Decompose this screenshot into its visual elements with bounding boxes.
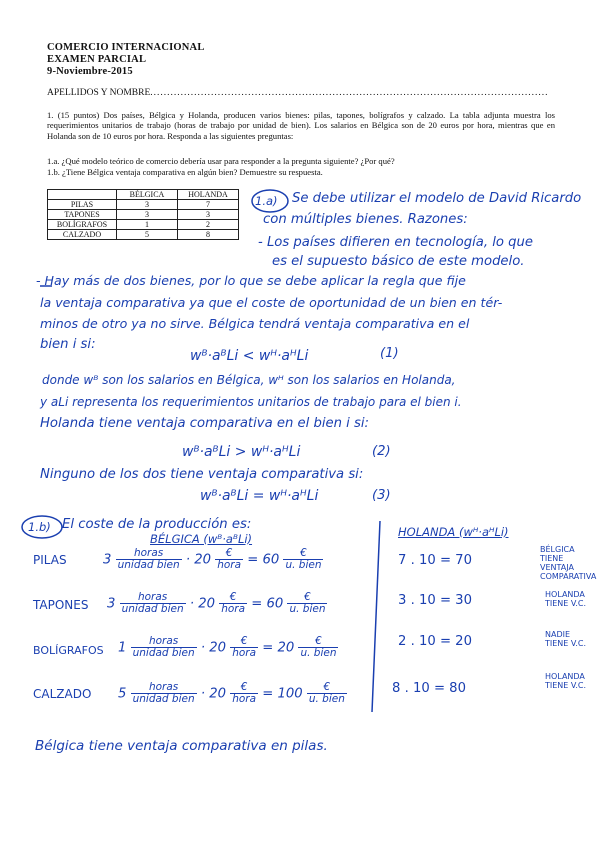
answer-a-line1: Se debe utilizar el modelo de David Ricardo <box>292 191 582 206</box>
wage-value: 20 <box>209 686 226 702</box>
result-value: 60 <box>266 596 284 612</box>
belgica-cost-calc: 1 $\frac{\text{horas}}{\text{unidad bien}}$ · 20 $\frac{€}{\text{hora}}$ = 20 $\frac{€}{\text{u. bien}}$ <box>118 635 337 659</box>
result-value: 60 <box>262 552 280 568</box>
unit-numerator: € <box>287 592 327 604</box>
unit-numerator: horas <box>131 636 197 648</box>
answer-a-line6: la ventaja comparativa ya que el coste de oportunidad de un bien en tér- <box>40 295 503 310</box>
unit-numerator: horas <box>116 548 182 560</box>
wage-unit <box>230 682 258 705</box>
good-label: BOLÍGRAFOS <box>33 644 104 657</box>
answer-a-line5: - Hay más de dos bienes, por lo que se debe aplicar la regla que fije <box>36 273 466 288</box>
table-header-cell: HOLANDA <box>178 190 239 200</box>
advantage-note: HOLANDA TIENE V.C. <box>545 590 586 608</box>
result-unit <box>283 548 323 571</box>
answer-a-line7: minos de otro ya no sirve. Bélgica tendrá ventaja comparativa en el <box>40 316 470 331</box>
hours-value: 5 <box>118 686 127 702</box>
unit-denominator: unidad bien <box>117 559 180 571</box>
unit-numerator: € <box>230 636 258 648</box>
unit-denominator: unidad bien <box>132 693 195 705</box>
name-label: APELLIDOS Y NOMBRE <box>47 88 151 98</box>
column-divider <box>372 521 380 712</box>
unit-denominator: u. bien <box>300 647 337 659</box>
unit-numerator: € <box>230 682 258 694</box>
unit-numerator: € <box>219 592 247 604</box>
wage-unit <box>219 592 247 615</box>
table-cell: 1 <box>117 220 178 230</box>
table-header-cell: BÉLGICA <box>117 190 178 200</box>
holanda-cost-calc: 7 . 10 = 70 <box>398 553 472 568</box>
hours-value: 1 <box>118 640 127 656</box>
holanda-column-head: HOLANDA (wᴴ·aᴴLi) <box>398 525 509 539</box>
table-cell: 3 <box>117 200 178 210</box>
table-cell: BOLÍGRAFOS <box>48 220 117 230</box>
result-value: 20 <box>277 640 295 656</box>
wage-unit <box>230 636 258 659</box>
table-cell: 7 <box>178 200 239 210</box>
unit-denominator: hora <box>232 647 257 659</box>
hours-unit <box>131 636 197 659</box>
belgica-cost-calc: 3 $\frac{\text{horas}}{\text{unidad bien}}$ · 20 $\frac{€}{\text{hora}}$ = 60 $\frac{€}{\text{u. bien}}$ <box>107 591 326 615</box>
answer-a-line2: con múltiples bienes. Razones: <box>263 212 468 227</box>
equation-3: wᴮ·aᴮLi = wᴴ·aᴴLi <box>200 488 319 504</box>
unit-denominator: unidad bien <box>121 603 184 615</box>
equation-3-number: (3) <box>372 488 391 503</box>
answer-a-line12: Ninguno de los dos tiene ventaja comparativa si: <box>40 467 364 482</box>
result-unit <box>287 592 327 615</box>
answer-a-label: 1.a) <box>255 194 278 208</box>
name-dots: ...................................................................................................................... <box>150 88 549 98</box>
belgica-cost-calc: 3 $\frac{\text{horas}}{\text{unidad bien}}$ · 20 $\frac{€}{\text{hora}}$ = 60 $\frac{€}{\text{u. bien}}$ <box>103 547 322 571</box>
advantage-note: BÉLGICA TIENE VENTAJA COMPARATIVA <box>540 545 597 581</box>
equation-1: wᴮ·aᴮLi < wᴴ·aᴴLi <box>190 348 309 364</box>
advantage-note: HOLANDA TIENE V.C. <box>545 672 586 690</box>
table-cell: 5 <box>117 230 178 240</box>
question-a: 1.a. ¿Qué modelo teórico de comercio debería usar para responder a la pregunta siguiente? ¿Por qué? <box>47 156 395 166</box>
hours-value: 3 <box>107 596 116 612</box>
unit-denominator: hora <box>232 693 257 705</box>
answer-a-line9: donde wᴮ son los salarios en Bélgica, wᴴ son los salarios en Holanda, <box>42 373 456 387</box>
question-b: 1.b. ¿Tiene Bélgica ventaja comparativa en algún bien? Demuestre su respuesta. <box>47 167 323 177</box>
table-cell: 2 <box>178 220 239 230</box>
exam-type: EXAMEN PARCIAL <box>47 54 147 65</box>
hours-unit <box>116 548 182 571</box>
good-label: CALZADO <box>33 687 92 701</box>
answer-b-label: 1.b) <box>28 520 51 534</box>
unit-denominator: u. bien <box>308 693 345 705</box>
wage-unit <box>215 548 243 571</box>
good-label: PILAS <box>33 553 67 567</box>
wage-value: 20 <box>198 596 215 612</box>
answer-a-line10: y aLi representa los requerimientos unitarios de trabajo para el bien i. <box>40 395 462 409</box>
table-cell: 3 <box>117 210 178 220</box>
conclusion: Bélgica tiene ventaja comparativa en pilas. <box>35 738 328 754</box>
table-cell: PILAS <box>48 200 117 210</box>
unit-denominator: u. bien <box>285 559 322 571</box>
holanda-cost-calc: 8 . 10 = 80 <box>392 681 466 696</box>
equation-2: wᴮ·aᴮLi > wᴴ·aᴴLi <box>182 444 301 460</box>
table-cell: 8 <box>178 230 239 240</box>
holanda-cost-calc: 2 . 10 = 20 <box>398 634 472 649</box>
holanda-cost-calc: 3 . 10 = 30 <box>398 593 472 608</box>
wage-value: 20 <box>194 552 211 568</box>
hours-unit <box>131 682 197 705</box>
question-intro: 1. (15 puntos) Dos países, Bélgica y Holanda, producen varios bienes: pilas, tapones, bolígrafos y calzado. La tabla adjunta muestra los requerimientos unitarios de trabajo (horas de trabajo por unidad de bien). Los salarios en Bélgica son de 20 euros por hora, mientras que en Holanda son de 10 euros por hora. Responda a las siguientes preguntas: <box>47 110 555 141</box>
unit-numerator: horas <box>120 592 186 604</box>
belgica-column-head: BÉLGICA (wᴮ·aᴮLi) <box>150 532 253 546</box>
unit-denominator: u. bien <box>289 603 326 615</box>
unit-denominator: hora <box>221 603 246 615</box>
table-cell: 3 <box>178 210 239 220</box>
result-unit <box>307 682 347 705</box>
unit-numerator: € <box>298 636 338 648</box>
hours-unit <box>120 592 186 615</box>
unit-denominator: unidad bien <box>132 647 195 659</box>
unit-numerator: € <box>283 548 323 560</box>
advantage-note: NADIE TIENE V.C. <box>545 630 586 648</box>
equation-2-number: (2) <box>372 444 391 459</box>
answer-a-line8: bien i si: <box>40 337 96 352</box>
answer-b-intro: El coste de la producción es: <box>62 517 252 532</box>
course-title: COMERCIO INTERNACIONAL <box>47 42 205 53</box>
answer-a-line11: Holanda tiene ventaja comparativa en el bien i si: <box>40 416 370 431</box>
wage-value: 20 <box>209 640 226 656</box>
unit-denominator: hora <box>217 559 242 571</box>
unit-numerator: € <box>215 548 243 560</box>
equation-1-number: (1) <box>380 346 399 361</box>
good-label: TAPONES <box>33 598 89 612</box>
table-cell: TAPONES <box>48 210 117 220</box>
answer-a-line3: - Los países difieren en tecnología, lo que <box>258 235 533 250</box>
hours-value: 3 <box>103 552 112 568</box>
result-value: 100 <box>277 686 303 702</box>
table-cell: CALZADO <box>48 230 117 240</box>
unit-numerator: horas <box>131 682 197 694</box>
unit-numerator: € <box>307 682 347 694</box>
result-unit <box>298 636 338 659</box>
answer-a-line4: es el supuesto básico de este modelo. <box>272 254 525 269</box>
exam-date: 9-Noviembre-2015 <box>47 66 133 77</box>
belgica-cost-calc: 5 $\frac{\text{horas}}{\text{unidad bien}}$ · 20 $\frac{€}{\text{hora}}$ = 100 $\frac{€}{\text{u. bien}}$ <box>118 681 345 705</box>
